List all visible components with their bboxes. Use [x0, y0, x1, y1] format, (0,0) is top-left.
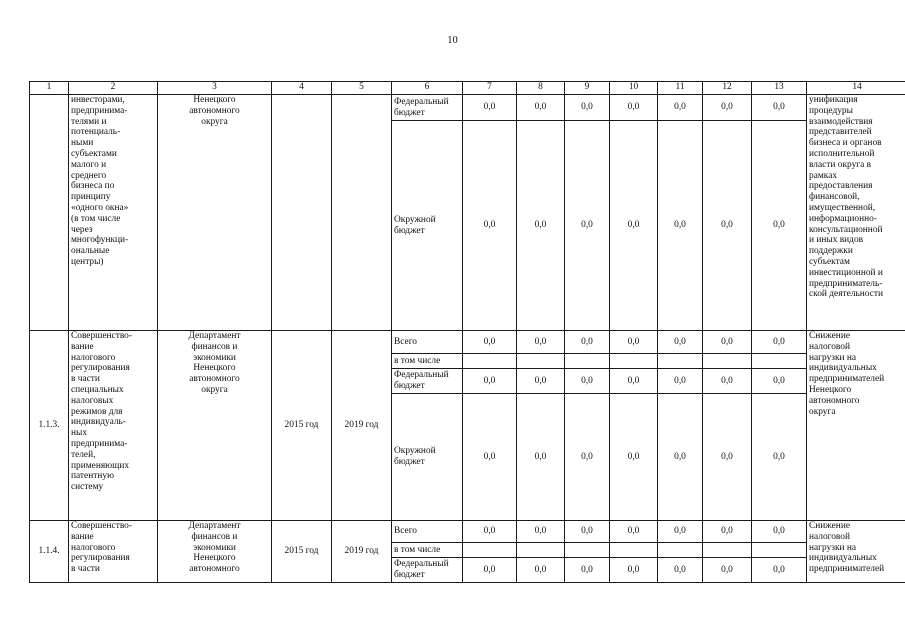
executor: Департамент финансов и экономики Ненецкого автономного округа	[158, 331, 272, 521]
col-header: 1	[30, 82, 69, 95]
col-header: 14	[807, 82, 905, 95]
row-number: 1.1.3.	[30, 331, 69, 521]
col-header: 7	[463, 82, 517, 95]
value-cell: 0,0	[517, 121, 565, 331]
value-cell: 0,0	[517, 95, 565, 121]
value-cell	[703, 354, 752, 369]
value-cell: 0,0	[565, 121, 610, 331]
value-cell: 0,0	[658, 331, 703, 354]
value-cell: 0,0	[658, 558, 703, 583]
value-cell: 0,0	[610, 558, 658, 583]
value-cell: 0,0	[610, 521, 658, 543]
value-cell	[517, 354, 565, 369]
value-cell: 0,0	[565, 394, 610, 521]
value-cell: 0,0	[565, 95, 610, 121]
value-cell: 0,0	[610, 331, 658, 354]
value-cell: 0,0	[610, 121, 658, 331]
value-cell: 0,0	[517, 369, 565, 394]
value-cell: 0,0	[517, 394, 565, 521]
value-cell: 0,0	[703, 331, 752, 354]
value-cell	[752, 543, 807, 558]
header-row	[30, 82, 905, 95]
col-header: 4	[272, 82, 332, 95]
col-header: 9	[565, 82, 610, 95]
value-cell: 0,0	[658, 95, 703, 121]
start-year: 2015 год	[272, 331, 332, 521]
value-cell	[610, 543, 658, 558]
table-row	[30, 331, 905, 354]
start-year: 2015 год	[272, 521, 332, 583]
col-header: 6	[392, 82, 463, 95]
value-cell	[752, 354, 807, 369]
table-row	[30, 521, 905, 543]
funding-source: Всего	[392, 331, 463, 354]
col-header: 12	[703, 82, 752, 95]
row-number: 1.1.4.	[30, 521, 69, 583]
funding-source: Окружной бюджет	[392, 121, 463, 331]
value-cell: 0,0	[703, 369, 752, 394]
col-header: 10	[610, 82, 658, 95]
value-cell: 0,0	[463, 369, 517, 394]
value-cell: 0,0	[610, 95, 658, 121]
executor: Ненецкого автономного округа	[158, 95, 272, 331]
value-cell	[517, 543, 565, 558]
funding-source: Окружной бюджет	[392, 394, 463, 521]
funding-source: Федеральный бюджет	[392, 369, 463, 394]
value-cell: 0,0	[658, 121, 703, 331]
value-cell: 0,0	[752, 331, 807, 354]
col-header: 11	[658, 82, 703, 95]
value-cell: 0,0	[463, 121, 517, 331]
value-cell	[463, 354, 517, 369]
col-header: 2	[69, 82, 158, 95]
value-cell: 0,0	[752, 558, 807, 583]
value-cell: 0,0	[565, 558, 610, 583]
value-cell: 0,0	[565, 369, 610, 394]
funding-source: Федеральный бюджет	[392, 558, 463, 583]
executor: Департамент финансов и экономики Ненецкого автономного	[158, 521, 272, 583]
value-cell: 0,0	[517, 558, 565, 583]
value-cell: 0,0	[610, 394, 658, 521]
value-cell: 0,0	[703, 121, 752, 331]
value-cell: 0,0	[463, 331, 517, 354]
value-cell: 0,0	[463, 558, 517, 583]
value-cell: 0,0	[703, 558, 752, 583]
value-cell	[463, 543, 517, 558]
value-cell: 0,0	[517, 521, 565, 543]
expected-result: Снижение налоговой нагрузки на индивидуальных предпринимателей Ненецкого автономного округа	[807, 331, 905, 521]
value-cell	[658, 354, 703, 369]
col-header: 13	[752, 82, 807, 95]
measure-name: Совершенство- вание налогового регулирования в части специальных налоговых режимов для индивидуаль- ных предпринима- телей, применяющих патентную систему	[69, 331, 158, 521]
value-cell: 0,0	[658, 521, 703, 543]
row-number	[30, 95, 69, 331]
end-year	[332, 95, 392, 331]
measure-name: Совершенство- вание налогового регулирования в части	[69, 521, 158, 583]
value-cell: 0,0	[703, 394, 752, 521]
value-cell: 0,0	[463, 521, 517, 543]
value-cell: 0,0	[565, 331, 610, 354]
value-cell	[565, 354, 610, 369]
funding-source: Федеральный бюджет	[392, 95, 463, 121]
start-year	[272, 95, 332, 331]
value-cell: 0,0	[752, 521, 807, 543]
end-year: 2019 год	[332, 521, 392, 583]
value-cell: 0,0	[752, 121, 807, 331]
value-cell: 0,0	[752, 394, 807, 521]
value-cell	[610, 354, 658, 369]
value-cell: 0,0	[463, 394, 517, 521]
value-cell: 0,0	[517, 331, 565, 354]
value-cell: 0,0	[658, 394, 703, 521]
value-cell: 0,0	[610, 369, 658, 394]
value-cell: 0,0	[703, 95, 752, 121]
end-year: 2019 год	[332, 331, 392, 521]
value-cell: 0,0	[752, 95, 807, 121]
table-row	[30, 95, 905, 121]
expected-result: унификация процедуры взаимодействия представителей бизнеса и органов исполнительной власти округа в рамках предоставления финансовой, имущественной, информационно- консультационной и иных видов поддержки субъектам инвестиционной и предприниматель- ской деятельности	[807, 95, 905, 331]
measure-name: инвесторами, предпринима- телями и потенциаль- ными субъектами малого и среднего бизнеса по принципу «одного окна» (в том числе через многофункци- ональные центры)	[69, 95, 158, 331]
funding-source: в том числе	[392, 543, 463, 558]
funding-source: в том числе	[392, 354, 463, 369]
funding-source: Всего	[392, 521, 463, 543]
value-cell	[703, 543, 752, 558]
value-cell: 0,0	[658, 369, 703, 394]
program-table	[29, 81, 905, 583]
col-header: 8	[517, 82, 565, 95]
value-cell: 0,0	[703, 521, 752, 543]
value-cell	[565, 543, 610, 558]
value-cell	[658, 543, 703, 558]
value-cell: 0,0	[565, 521, 610, 543]
col-header: 5	[332, 82, 392, 95]
col-header: 3	[158, 82, 272, 95]
page-number: 10	[447, 35, 458, 46]
value-cell: 0,0	[752, 369, 807, 394]
expected-result: Снижение налоговой нагрузки на индивидуальных предпринимателей	[807, 521, 905, 583]
value-cell: 0,0	[463, 95, 517, 121]
